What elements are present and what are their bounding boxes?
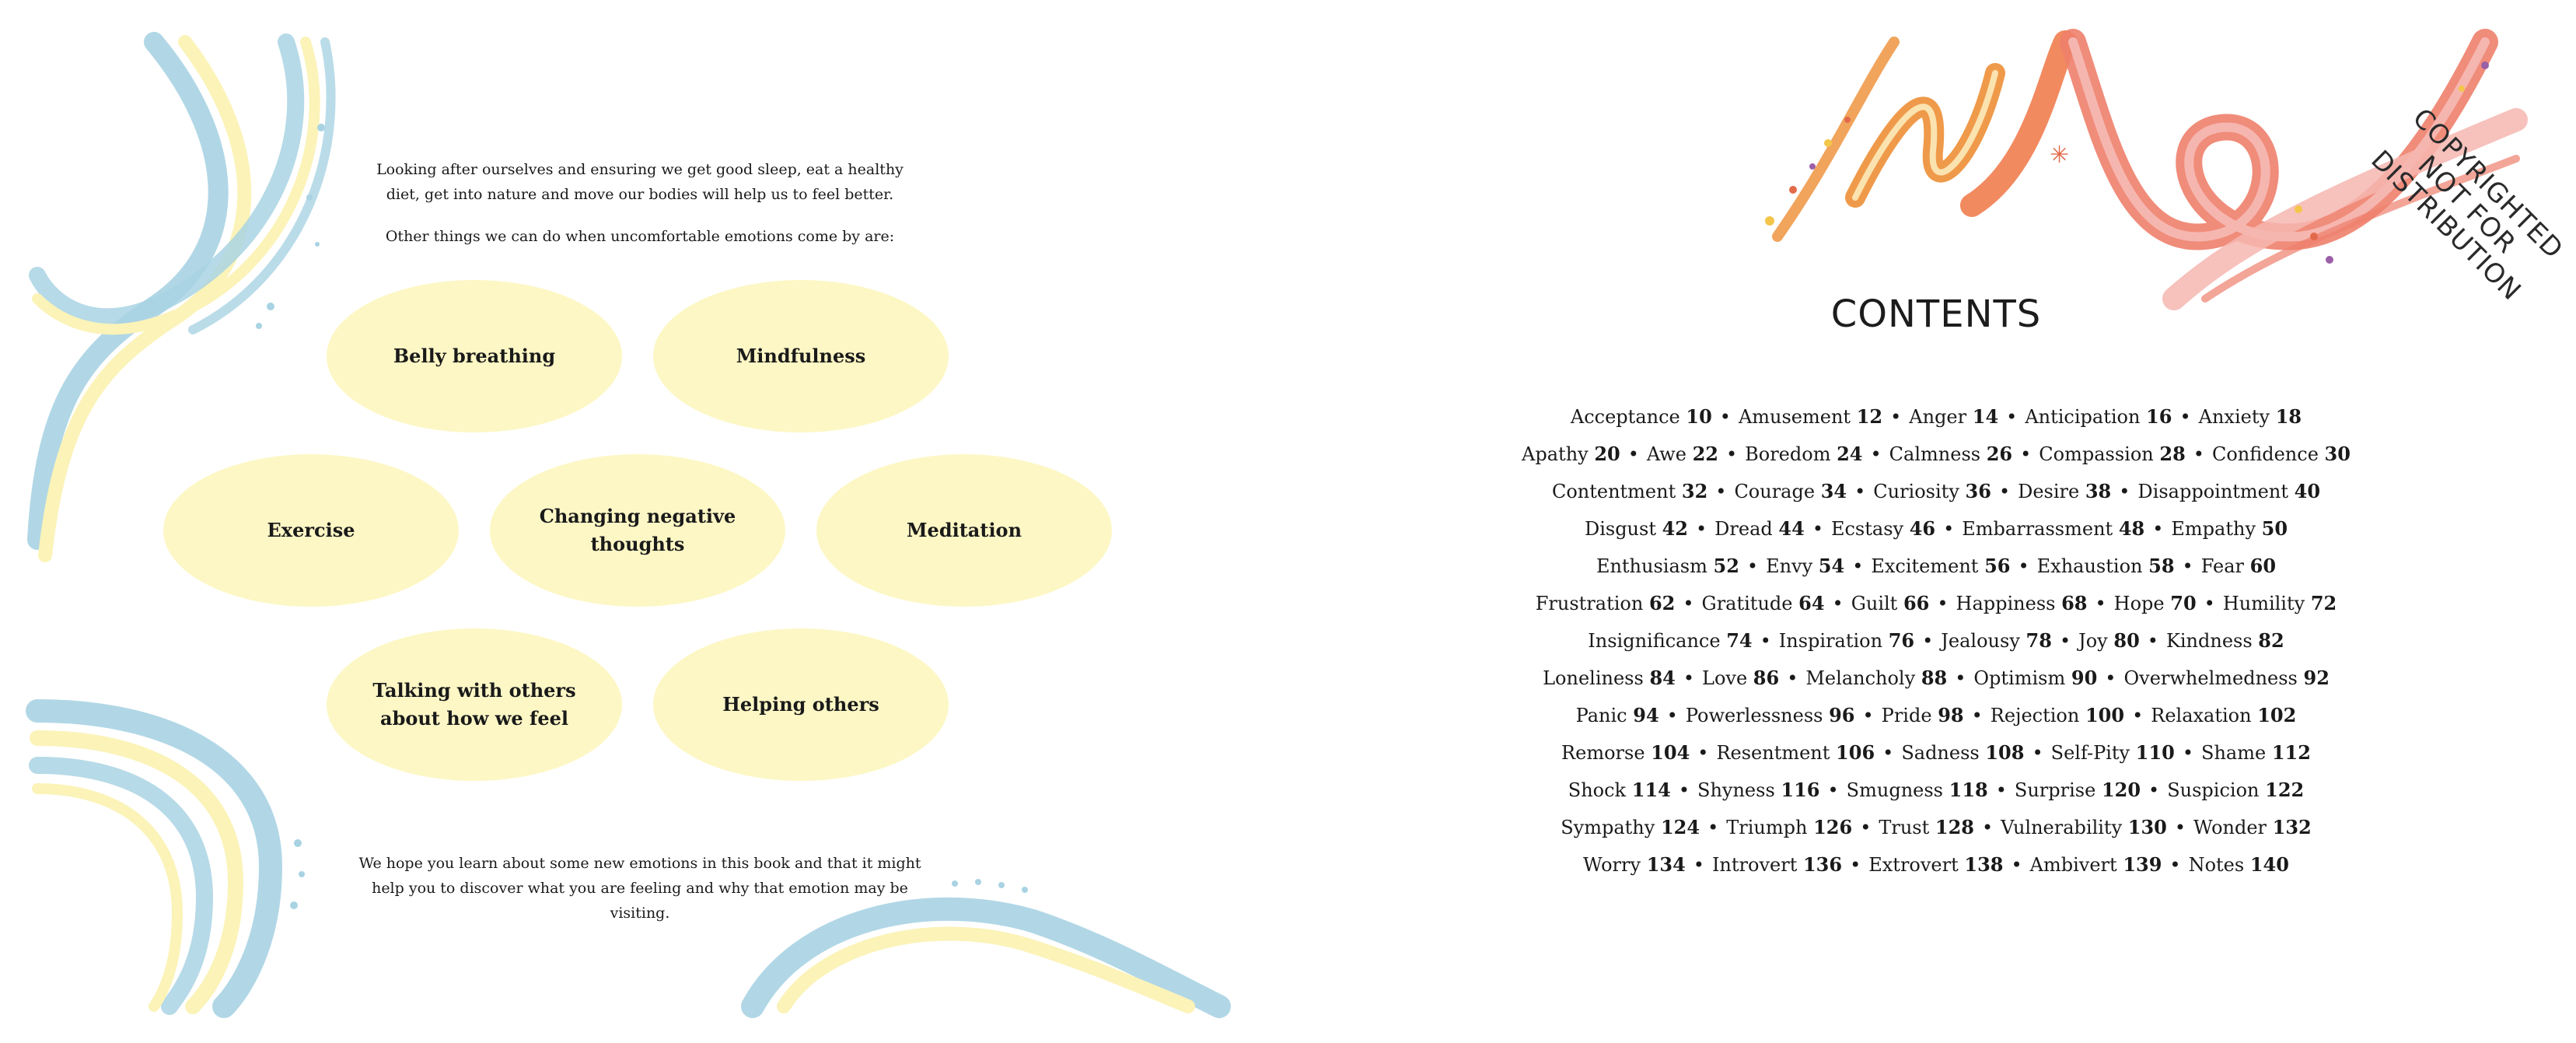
bullet-separator: • [1707,817,1719,838]
contents-entry-name: Frustration [1535,593,1644,614]
contents-entry [1973,667,2097,689]
contents-entry-name: Loneliness [1543,667,1644,689]
bullet-separator: • [2148,779,2160,801]
contents-entry-page: 108 [1985,741,2025,764]
strategy-belly-breathing: Belly breathing [327,280,622,432]
contents-entry-name: Optimism [1973,667,2066,689]
contents-entry-page: 80 [2113,629,2140,652]
contents-entry [1561,817,1700,838]
bullet-separator: • [1678,779,1690,801]
contents-entry-page: 76 [1888,629,1915,652]
bullet-separator: • [1971,705,1983,726]
contents-entry-name: Joy [2078,630,2108,652]
contents-entry-page: 114 [1631,779,1671,801]
contents-entry-name: Overwhelmedness [2123,667,2298,689]
bullet-separator: • [1995,779,2007,801]
strategy-changing-negative-thoughts: Changing negative thoughts [490,454,785,607]
bullet-separator: • [1827,779,1839,801]
contents-entry-name: Pride [1881,705,1932,726]
contents-entry [1716,742,1875,764]
bullet-separator: • [1787,667,1798,689]
bullet-separator: • [2182,555,2193,577]
contents-entry [1851,593,1930,614]
bullet-separator: • [2059,630,2071,652]
bullet-separator: • [1890,406,1902,428]
contents-entry-name: Sympathy [1561,817,1655,838]
contents-entry-page: 134 [1646,853,1686,876]
contents-entry-page: 36 [1965,480,1991,502]
contents-line [1350,510,2522,548]
bullet-separator: • [2182,742,2194,764]
bullet-separator: • [2132,705,2144,726]
contents-entry-page: 14 [1972,405,1999,428]
contents-entry [1779,630,1914,652]
bullet-separator: • [1832,593,1844,614]
bullet-separator: • [2204,593,2215,614]
contents-entry-page: 110 [2135,741,2175,764]
bullet-separator: • [1998,481,2011,502]
contents-entry [2078,630,2140,652]
strategy-helping-others: Helping others [653,628,949,781]
contents-entry-page: 72 [2310,592,2337,614]
closing-paragraph-text: We hope you learn about some new emotions in this book and that it might help you to discover what you are feeling and why that emotion may be visiting. [358,855,921,922]
bullet-separator: • [2018,555,2029,577]
contents-entry-name: Disappointment [2137,481,2288,502]
contents-line [1350,809,2522,846]
contents-entry-page: 82 [2258,629,2284,652]
contents-entry-page: 136 [1802,853,1843,876]
closing-paragraph [37,851,1243,926]
bullet-separator: • [1852,555,1864,577]
contents-entry [2039,443,2186,465]
contents-entry-name: Wonder [2193,817,2267,838]
contents-entry-name: Notes [2188,854,2245,876]
contents-entry-page: 48 [2118,517,2145,540]
contents-entry [2037,555,2175,577]
contents-entry-page: 60 [2249,555,2277,577]
contents-line [1350,622,2522,660]
bullet-separator: • [1862,705,1874,726]
contents-entry-name: Embarrassment [1962,518,2113,540]
bullet-separator: • [2095,593,2106,614]
contents-entry-page: 139 [2123,853,2162,876]
left-page [37,42,1204,1005]
contents-entry [1697,779,1820,801]
contents-entry [1805,667,1947,689]
contents-entry [1831,518,1935,540]
contents-entry [1543,667,1676,689]
contents-entry-name: Humility [2222,593,2305,614]
contents-entry-page: 62 [1648,592,1676,614]
contents-entry [2025,406,2172,428]
bullet-separator: • [2032,742,2043,764]
contents-entry-page: 64 [1798,592,1825,614]
contents-entry-name: Shock [1568,779,1627,801]
strategy-exercise: Exercise [163,454,459,607]
contents-entry-page: 12 [1856,405,1883,428]
contents-entry-name: Sadness [1901,742,1980,764]
contents-entry [1879,817,1974,838]
contents-entry-page: 102 [2257,704,2297,726]
bullet-separator: • [1693,854,1704,876]
contents-entry-page: 56 [1984,555,2011,577]
contents-entry [1576,705,1659,726]
contents-entry-page: 118 [1949,779,1988,801]
contents-line [1350,398,2522,436]
contents-entry [2189,854,2289,876]
contents-entry-name: Introvert [1711,854,1798,876]
contents-entry [2201,555,2276,577]
contents-entry-name: Surprise [2014,779,2096,801]
contents-entry-name: Jealousy [1941,630,2020,652]
contents-entry-name: Smugness [1846,779,1943,801]
bullet-separator: • [1725,443,1738,465]
bullet-separator: • [1937,593,1949,614]
contents-entry [2030,854,2162,876]
contents-entry-page: 68 [2061,592,2088,614]
bullet-separator: • [1850,854,1861,876]
contents-entry-page: 54 [1818,555,1845,577]
contents-entry-name: Melancholy [1805,667,1916,689]
contents-entry-name: Ambivert [2029,854,2117,876]
contents-entry-page: 124 [1660,816,1700,838]
bullet-separator: • [1719,406,1731,428]
contents-entry-page: 34 [1820,480,1847,502]
bullet-separator: • [2105,667,2116,689]
watermark: COPYRIGHTED NOT FOR DISTRIBUTION [2365,102,2570,307]
contents-entry-page: 126 [1813,816,1853,838]
contents-entry-name: Boredom [1745,443,1831,465]
contents-entry [1686,705,1855,726]
contents-entry-page: 104 [1651,741,1690,764]
contents-entry-page: 78 [2025,629,2052,652]
contents-entry [2051,742,2175,764]
contents-entry [1909,406,1998,428]
contents-entry [1522,443,1620,465]
bullet-separator: • [2193,443,2204,465]
contents-entry-name: Powerlessness [1685,705,1823,726]
contents-entry-page: 112 [2271,741,2311,764]
contents-entry-page: 86 [1753,667,1780,689]
bullet-separator: • [1627,443,1639,465]
contents-line [1350,772,2522,809]
contents-entry [1702,667,1779,689]
contents-entry [1889,443,2012,465]
contents-entry-name: Apathy [1522,443,1589,465]
contents-entry-page: 22 [1692,443,1718,465]
contents-entry-name: Self-Pity [2050,742,2130,764]
contents-entry-name: Kindness [2165,630,2253,652]
contents-entry-page: 24 [1837,443,1863,465]
contents-entry-page: 98 [1938,704,1964,726]
contents-entry-page: 46 [1909,517,1936,540]
strategy-mindfulness: Mindfulness [653,280,949,432]
contents-entry-name: Confidence [2211,443,2319,465]
contents-entry [1571,406,1712,428]
contents-entry-name: Anxiety [2198,406,2270,428]
contents-entry [2199,406,2302,428]
contents-entry-name: Shame [2201,742,2267,764]
contents-list [1350,398,2522,884]
contents-entry-page: 10 [1686,405,1712,428]
contents-entry-name: Acceptance [1570,406,1680,428]
bullet-separator: • [1666,705,1678,726]
contents-line [1350,473,2522,510]
contents-entry-page: 38 [2085,480,2112,502]
contents-title: CONTENTS [1830,292,2042,336]
contents-entry [1901,742,2024,764]
contents-entry-page: 74 [1726,629,1753,652]
contents-entry-name: Triumph [1726,817,1808,838]
bullet-separator: • [2119,481,2130,502]
contents-entry-page: 130 [2127,816,2167,838]
contents-entry-name: Exhaustion [2036,555,2143,577]
contents-entry-name: Shyness [1697,779,1775,801]
bullet-separator: • [1683,667,1694,689]
contents-entry [1962,518,2144,540]
bullet-separator: • [1922,630,1934,652]
contents-entry [1734,481,1847,502]
contents-entry-name: Resentment [1716,742,1830,764]
contents-entry [1847,779,1988,801]
bullet-separator: • [1854,481,1866,502]
bullet-separator: • [2020,443,2032,465]
bullet-separator: • [1943,518,1955,540]
contents-entry-page: 88 [1921,667,1948,689]
contents-entry-name: Fear [2200,555,2245,577]
contents-entry-name: Curiosity [1873,481,1959,502]
bullet-separator: • [1683,593,1694,614]
contents-entry [1745,443,1862,465]
contents-entry-name: Love [1702,667,1748,689]
contents-entry-page: 122 [2265,779,2305,801]
contents-entry-name: Worry [1583,854,1641,876]
bullet-separator: • [2006,406,2018,428]
contents-entry-name: Courage [1734,481,1816,502]
contents-entry-page: 58 [2148,555,2175,577]
bullet-separator: • [1715,481,1727,502]
contents-entry-page: 84 [1649,667,1676,689]
contents-entry-name: Panic [1575,705,1627,726]
contents-entry-name: Anger [1909,406,1967,428]
contents-entry-name: Contentment [1551,481,1676,502]
bullet-separator: • [2174,817,2186,838]
contents-entry-page: 18 [2275,405,2302,428]
contents-entry-name: Disgust [1584,518,1656,540]
contents-entry [1991,705,2124,726]
svg-text:✳: ✳ [2050,142,2070,169]
contents-entry [1956,593,2088,614]
bullet-separator: • [1812,518,1823,540]
bullet-separator: • [1982,817,1994,838]
contents-entry [2193,817,2312,838]
contents-entry-name: Suspicion [2167,779,2260,801]
contents-entry-page: 30 [2324,443,2351,465]
contents-entry-name: Trust [1879,817,1930,838]
contents-entry-name: Anticipation [2025,406,2141,428]
bullet-separator: • [1696,518,1707,540]
contents-entry-name: Enthusiasm [1596,555,1707,577]
contents-entry [1882,705,1964,726]
contents-entry-name: Extrovert [1868,854,1959,876]
contents-entry [1583,854,1686,876]
contents-entry-page: 90 [2071,667,2098,689]
contents-entry-name: Inspiration [1778,630,1883,652]
contents-entry-page: 116 [1781,779,1820,801]
contents-entry-page: 94 [1633,704,1659,726]
contents-entry-name: Awe [1646,443,1686,465]
contents-entry-page: 32 [1681,480,1708,502]
intro-paragraph: Looking after ourselves and ensuring we get good sleep, eat a healthy diet, get into nature and move our bodies will help us to feel better. [376,161,904,203]
contents-line [1350,697,2522,734]
contents-entry-name: Ecstasy [1830,518,1904,540]
contents-entry-name: Envy [1766,555,1813,577]
bullet-separator: • [1870,443,1882,465]
swirl-decoration-bottom-left [37,664,364,1006]
contents-entry-page: 92 [2303,667,2330,689]
contents-line [1350,548,2522,585]
contents-entry [1536,593,1676,614]
contents-line [1350,734,2522,772]
contents-entry [2201,742,2311,764]
contents-entry [1585,518,1688,540]
bullet-separator: • [2179,406,2191,428]
contents-entry-page: 40 [2294,480,2321,502]
contents-entry [1702,593,1825,614]
contents-entry-name: Amusement [1738,406,1851,428]
contents-entry [1712,854,1842,876]
contents-entry [2001,817,2167,838]
contents-entry [1739,406,1882,428]
contents-entry [1552,481,1707,502]
contents-entry [2123,667,2329,689]
contents-entry-name: Calmness [1889,443,1981,465]
contents-entry [2166,630,2284,652]
contents-entry [1596,555,1739,577]
bullet-separator: • [2152,518,2164,540]
contents-line [1350,660,2522,697]
contents-entry-name: Vulnerability [2001,817,2123,838]
contents-entry [2114,593,2197,614]
bullet-separator: • [2147,630,2158,652]
contents-entry [2015,779,2141,801]
contents-entry [1568,779,1671,801]
bullet-separator: • [1955,667,1966,689]
contents-entry [2223,593,2337,614]
bullet-separator: • [1697,742,1709,764]
contents-entry [1588,630,1752,652]
contents-entry [1868,854,2003,876]
bullet-separator: • [2011,854,2022,876]
contents-entry [1873,481,1991,502]
contents-entry-name: Dread [1714,518,1773,540]
contents-entry-name: Desire [2018,481,2080,502]
intro-prompt: Other things we can do when uncomfortable emotions come by are: [385,228,895,245]
contents-entry-name: Rejection [1990,705,2080,726]
strategy-meditation: Meditation [816,454,1112,607]
bullet-separator: • [1860,817,1872,838]
contents-entry [1941,630,2052,652]
contents-entry-page: 50 [2261,517,2288,540]
contents-entry-page: 42 [1662,517,1689,540]
contents-entry [2212,443,2351,465]
bullet-separator: • [1760,630,1771,652]
bullet-separator: • [2169,854,2181,876]
contents-entry-name: Compassion [2039,443,2154,465]
contents-entry-name: Insignificance [1588,630,1721,652]
right-page [1350,42,2570,1005]
contents-entry-name: Hope [2113,593,2165,614]
contents-entry-page: 140 [2249,853,2289,876]
strategy-talking-with-others: Talking with others about how we feel [327,628,622,781]
contents-entry-page: 70 [2170,592,2197,614]
contents-entry-page: 66 [1903,592,1930,614]
bullet-separator: • [1882,742,1894,764]
contents-entry-page: 16 [2146,405,2172,428]
contents-entry-name: Gratitude [1701,593,1793,614]
contents-entry-page: 96 [1829,704,1855,726]
contents-line [1350,585,2522,622]
contents-line [1350,846,2522,884]
contents-entry-page: 120 [2101,779,2141,801]
contents-entry-page: 128 [1935,816,1974,838]
contents-entry [1647,443,1718,465]
contents-entry [2151,705,2296,726]
contents-entry-page: 100 [2085,704,2125,726]
contents-entry-page: 28 [2159,443,2186,465]
contents-entry [1726,817,1852,838]
contents-entry-page: 138 [1964,853,2004,876]
contents-entry-page: 106 [1836,741,1875,764]
contents-entry-name: Guilt [1851,593,1898,614]
contents-entry-page: 26 [1986,443,2013,465]
contents-entry [2018,481,2111,502]
contents-entry-name: Happiness [1956,593,2056,614]
contents-entry-page: 52 [1713,555,1739,577]
contents-entry-page: 132 [2272,816,2312,838]
bullet-separator: • [1746,555,1759,577]
contents-entry-page: 44 [1778,517,1805,540]
contents-entry [1714,518,1805,540]
contents-entry-name: Relaxation [2151,705,2252,726]
contents-entry [2137,481,2320,502]
contents-line [1350,436,2522,473]
contents-entry-name: Excitement [1871,555,1979,577]
contents-entry-name: Remorse [1561,742,1645,764]
contents-entry-name: Empathy [2171,518,2256,540]
contents-entry-page: 20 [1594,443,1620,465]
contents-entry [2167,779,2304,801]
contents-entry [1561,742,1690,764]
contents-entry [2171,518,2288,540]
contents-entry [1766,555,1844,577]
contents-entry [1871,555,2010,577]
